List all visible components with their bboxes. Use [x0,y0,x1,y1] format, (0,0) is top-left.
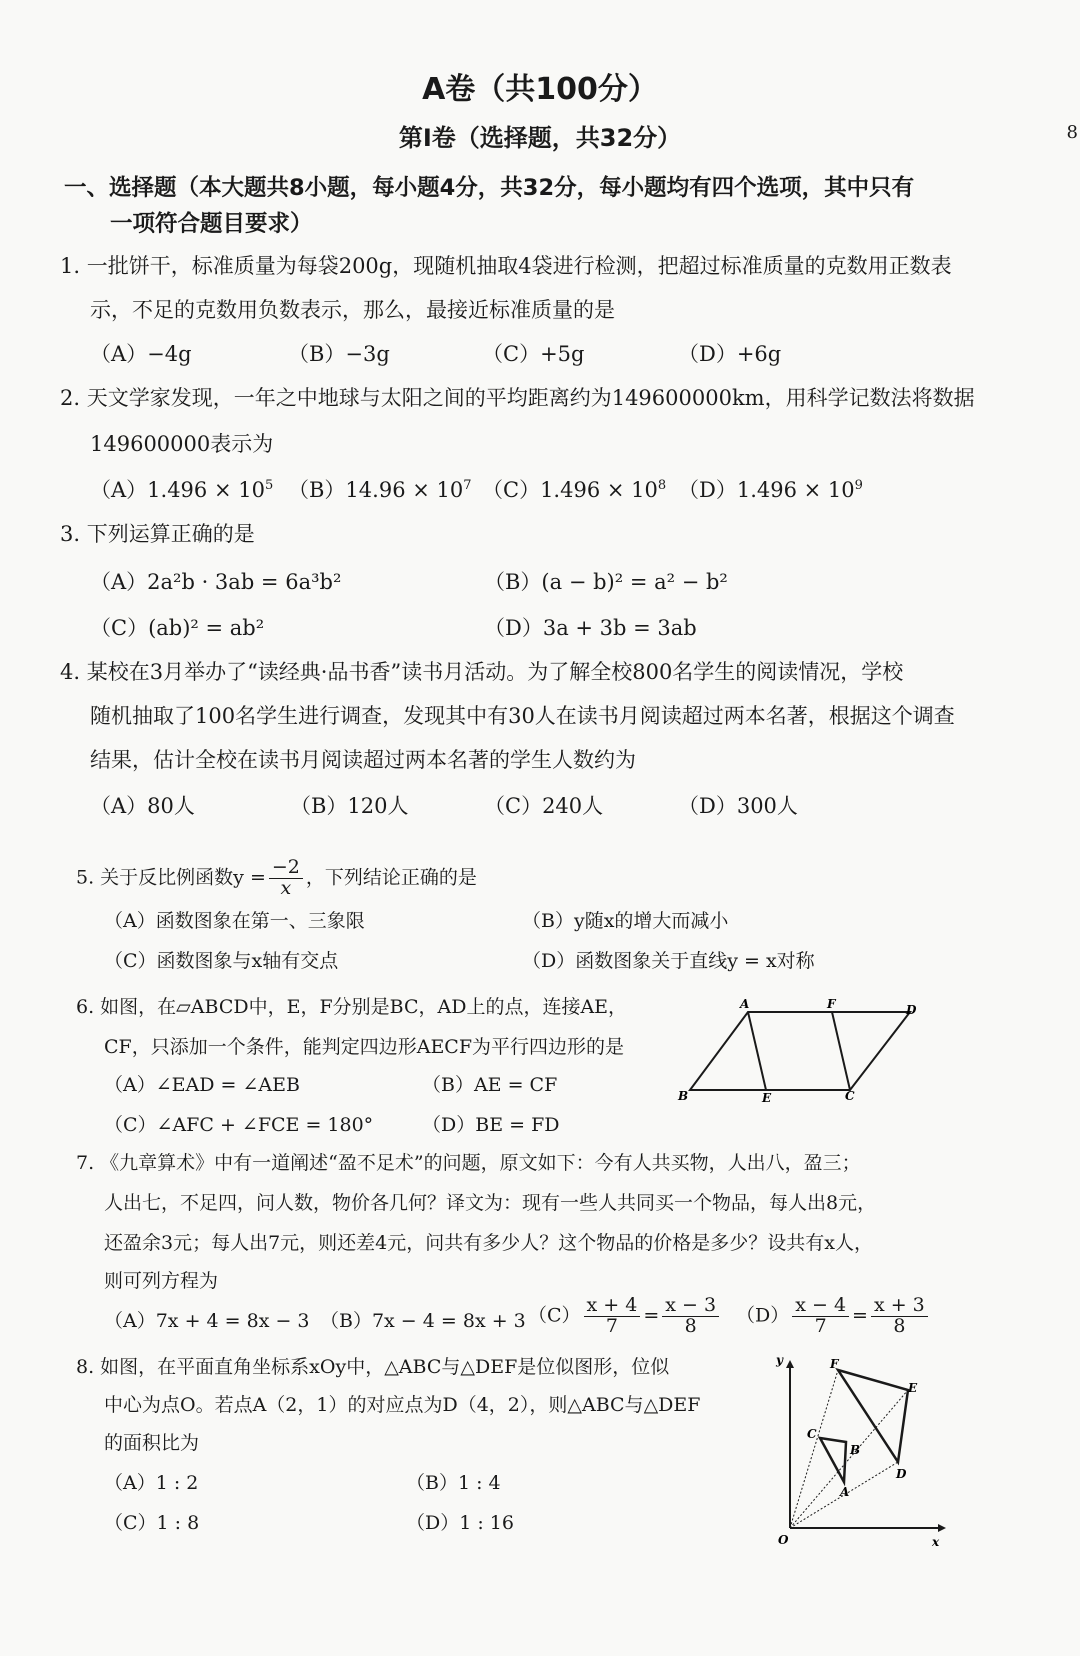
q3-option-c[interactable]: （C）(ab)² = ab² [90,616,265,640]
q2-option-c[interactable]: $(C)1.496 \times 10^8$ [482,478,667,502]
q8-option-c[interactable]: （C）1 : 8 [104,1512,200,1534]
q4-stem-line2: 随机抽取了100名学生进行调查，发现其中有30人在读书月阅读超过两本名著，根据这个调查 [90,704,955,728]
q7-option-b[interactable]: （B）7x − 4 = 8x + 3 [320,1310,526,1332]
q7-stem-line3: 还盈余3元；每人出7元，则还差4元，问共有多少人？这个物品的价格是多少？设共有x人， [104,1232,873,1254]
q2-option-b[interactable]: $(B)14.96 \times 10^7$ [288,478,472,502]
q2-stem-line2: 149600000表示为 [90,432,274,456]
parallelogram-abcd [690,1012,910,1090]
q8-option-a[interactable]: （A）1 : 2 [104,1472,199,1494]
q3-option-a[interactable]: （A）2a²b · 3ab = 6a³b² [90,570,342,594]
q8-stem-line2: 中心为点O。若点A（2，1）的对应点为D（4，2），则△ABC与△DEF [104,1394,701,1416]
q8-stem-line3: 的面积比为 [104,1432,200,1454]
q4-stem-line1: 4. 某校在3月举办了“读经典·品书香”读书月活动。为了解全校800名学生的阅读情况，学校 [60,660,904,684]
label-f: F [827,997,836,1011]
origin-label: O [778,1533,789,1547]
q7-stem-line2: 人出七，不足四，问人数，物价各几何？译文为：现有一些人共同买一个物品，每人出8元， [104,1192,877,1214]
axis-label-y: y [776,1353,783,1367]
label-a: A [740,997,750,1011]
q1-option-b[interactable]: （B）−3g [288,342,390,366]
section-heading-line2: 一项符合题目要求） [110,211,313,237]
ray-oe [790,1390,908,1528]
paper-title: A卷（共100分） [422,72,658,107]
q3-option-d[interactable]: （D）3a + 3b = 3ab [484,616,697,640]
part-title: 第Ⅰ卷（选择题，共32分） [398,124,682,152]
q6-stem-line1: 6. 如图，在▱ABCD中，E，F分别是BC，AD上的点，连接AE， [76,996,628,1018]
q6-option-a[interactable]: （A）∠EAD = ∠AEB [104,1074,300,1096]
q5-stem: 5. 关于反比例函数y = $\frac{-2}{x}$ ，下列结论正确的是 [76,856,477,899]
q6-option-b[interactable]: （B）AE = CF [422,1074,558,1096]
q6-option-c[interactable]: （C）∠AFC + ∠FCE = 180° [104,1114,374,1136]
q1-stem-line1: 1. 一批饼干，标准质量为每袋200g，现随机抽取4袋进行检测，把超过标准质量的克数用正数表 [60,254,952,278]
q1-option-d[interactable]: （D）+6g [678,342,782,366]
q7-stem-line1: 7. 《九章算术》中有一道阐述“盈不足术”的问题，原文如下：今有人共买物，人出八，盈三； [76,1152,861,1174]
label-d: D [906,1003,917,1017]
q4-option-c[interactable]: （C）240人 [484,794,604,818]
q6-option-d[interactable]: （D）BE = FD [422,1114,560,1136]
point-label-d: D [896,1467,907,1481]
q4-stem-line3: 结果，估计全校在读书月阅读超过两本名著的学生人数约为 [90,748,636,772]
triangle-def [838,1370,908,1462]
point-label-c: C [807,1427,817,1441]
q6-parallelogram-figure [670,996,930,1108]
q7-option-d[interactable]: （D） $\frac{x - 4}{7}$ = $\frac{x + 3}{8}$ [736,1296,931,1337]
q4-option-a[interactable]: （A）80人 [90,794,195,818]
q2-option-d[interactable]: $(D)1.496 \times 10^9$ [678,478,863,502]
y-axis-arrow [786,1360,794,1368]
q1-option-a[interactable]: （A）−4g [90,342,192,366]
axis-label-x: x [932,1535,940,1549]
label-e: E [762,1091,772,1105]
point-label-e: E [908,1381,918,1395]
label-b: B [678,1089,689,1103]
q4-option-d[interactable]: （D）300人 [678,794,798,818]
section-heading-line1: 一、选择题（本大题共8小题，每小题4分，共32分，每小题均有四个选项，其中只有 [64,175,915,201]
ray-of [790,1370,838,1528]
segment-ca [820,1438,844,1482]
segment-ae [748,1012,766,1090]
q2-stem-line1: 2. 天文学家发现，一年之中地球与太阳之间的平均距离约为149600000km，用科学记数法将数据 [60,386,975,410]
q1-option-c[interactable]: （C）+5g [482,342,585,366]
section-heading [64,170,964,242]
q7-option-a[interactable]: （A）7x + 4 = 8x − 3 [104,1310,310,1332]
segment-cf [832,1012,850,1090]
q8-option-d[interactable]: （D）1 : 16 [406,1512,514,1534]
point-label-a: A [840,1485,850,1499]
q5-option-d[interactable]: （D）函数图象关于直线y = x对称 [522,950,815,972]
q5-fraction: $\frac{-2}{x}$ [269,858,303,899]
q2-option-a[interactable]: $(A)1.496 \times 10^5$ [90,478,274,502]
q6-stem-line2: CF，只添加一个条件，能判定四边形AECF为平行四边形的是 [104,1036,625,1058]
q1-stem-line2: 示，不足的克数用负数表示，那么，最接近标准质量的是 [90,298,615,322]
q5-option-a[interactable]: （A）函数图象在第一、三象限 [104,910,365,932]
q5-option-b[interactable]: （B）y随x的增大而减小 [522,910,729,932]
q8-stem-line1: 8. 如图，在平面直角坐标系xOy中，△ABC与△DEF是位似图形，位似 [76,1356,670,1378]
point-label-b: B [850,1443,861,1457]
q4-option-b[interactable]: （B）120人 [290,794,409,818]
q3-option-b[interactable]: （B）(a − b)² = a² − b² [484,570,728,594]
q3-stem: 3. 下列运算正确的是 [60,522,255,546]
q7-stem-line4: 则可列方程为 [104,1270,219,1292]
label-c: C [845,1089,855,1103]
q8-option-b[interactable]: （B）1 : 4 [406,1472,501,1494]
q5-option-c[interactable]: （C）函数图象与x轴有交点 [104,950,339,972]
q7-option-c[interactable]: （C） $\frac{x + 4}{7}$ = $\frac{x - 3}{8}$ [528,1296,722,1337]
x-axis-arrow [938,1524,946,1532]
q8-coordinate-figure [770,1350,960,1550]
edge-mark: 8 [1066,122,1078,143]
point-label-f: F [830,1357,839,1371]
